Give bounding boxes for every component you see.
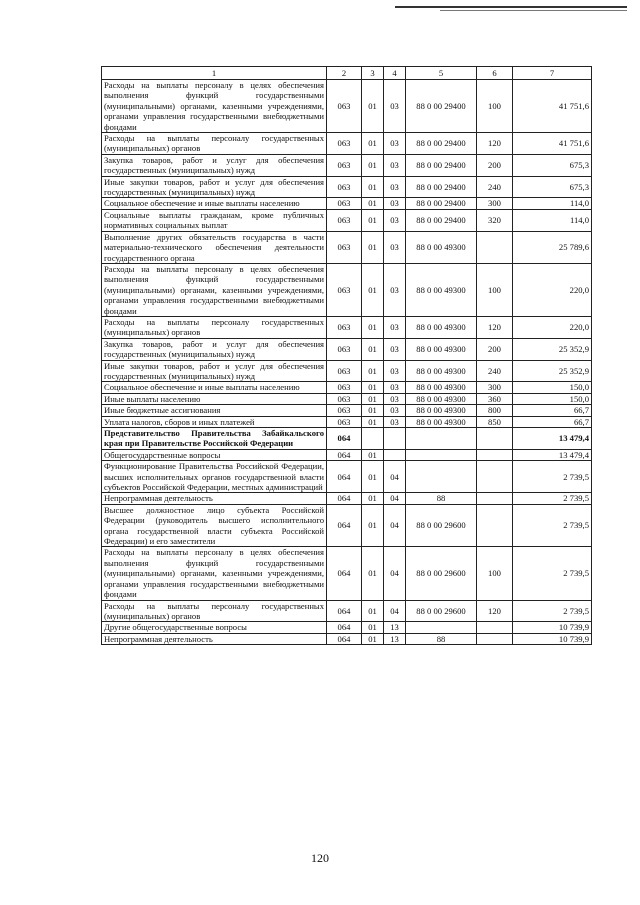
row-subsection-cell: 03	[384, 316, 406, 338]
row-ministry-code-cell: 063	[327, 393, 362, 404]
row-target-article-cell: 88 0 00 49300	[406, 382, 477, 393]
row-name-cell: Расходы на выплаты персоналу в целях обеспечения выполнения функций государственными (муниципальными) органами, казенными учреждениями, органами управления государственными внебюджетными фондами	[102, 263, 327, 316]
row-target-article-cell	[406, 449, 477, 460]
row-section-cell: 01	[362, 360, 384, 382]
row-subsection-cell: 04	[384, 504, 406, 547]
row-expense-type-cell: 320	[477, 209, 513, 231]
table-row	[102, 449, 592, 460]
row-amount-cell: 66,7	[513, 405, 592, 416]
row-section-cell: 01	[362, 133, 384, 155]
row-target-article-cell: 88 0 00 29400	[406, 80, 477, 133]
row-section-cell: 01	[362, 209, 384, 231]
row-amount-cell: 13 479,4	[513, 449, 592, 460]
row-section-cell: 01	[362, 382, 384, 393]
header-col-3: 3	[362, 67, 384, 80]
row-expense-type-cell: 120	[477, 133, 513, 155]
table-row	[102, 416, 592, 427]
row-section-cell: 01	[362, 493, 384, 504]
row-amount-cell: 114,0	[513, 209, 592, 231]
page-number: 120	[311, 851, 329, 865]
row-ministry-code-cell: 064	[327, 600, 362, 622]
row-name-cell: Закупка товаров, работ и услуг для обеспечения государственных (муниципальных) нужд	[102, 154, 327, 176]
row-subsection-cell: 03	[384, 176, 406, 198]
row-ministry-code-cell: 063	[327, 338, 362, 360]
row-subsection-cell: 03	[384, 231, 406, 263]
row-amount-cell: 41 751,6	[513, 133, 592, 155]
row-expense-type-cell: 800	[477, 405, 513, 416]
row-section-cell: 01	[362, 449, 384, 460]
row-subsection-cell: 03	[384, 154, 406, 176]
row-section-cell: 01	[362, 547, 384, 600]
row-expense-type-cell: 200	[477, 338, 513, 360]
row-amount-cell: 675,3	[513, 154, 592, 176]
row-target-article-cell: 88 0 00 29400	[406, 176, 477, 198]
row-subsection-cell: 03	[384, 80, 406, 133]
row-ministry-code-cell: 063	[327, 263, 362, 316]
row-name-cell: Функционирование Правительства Российской Федерации, высших исполнительных органов государственной власти субъектов Российской Федерации, местных администраций	[102, 461, 327, 493]
budget-table-body	[102, 67, 592, 645]
row-target-article-cell: 88 0 00 29600	[406, 547, 477, 600]
row-name-cell: Выполнение других обязательств государства в части материально-технического обеспечения деятельности государственного органа	[102, 231, 327, 263]
row-amount-cell: 150,0	[513, 393, 592, 404]
row-ministry-code-cell: 063	[327, 198, 362, 209]
table-row	[102, 198, 592, 209]
row-subsection-cell: 03	[384, 338, 406, 360]
row-target-article-cell: 88 0 00 49300	[406, 405, 477, 416]
table-row	[102, 382, 592, 393]
row-subsection-cell: 13	[384, 622, 406, 633]
row-section-cell: 01	[362, 416, 384, 427]
row-ministry-code-cell: 063	[327, 209, 362, 231]
row-amount-cell: 2 739,5	[513, 461, 592, 493]
row-ministry-code-cell: 064	[327, 622, 362, 633]
row-ministry-code-cell: 064	[327, 461, 362, 493]
row-amount-cell: 25 352,9	[513, 360, 592, 382]
row-subsection-cell	[384, 428, 406, 450]
row-amount-cell: 66,7	[513, 416, 592, 427]
table-row	[102, 493, 592, 504]
row-name-cell: Расходы на выплаты персоналу в целях обеспечения выполнения функций государственными (муниципальными) органами, казенными учреждениями, органами управления государственными внебюджетными фондами	[102, 80, 327, 133]
row-subsection-cell: 03	[384, 416, 406, 427]
row-ministry-code-cell: 063	[327, 360, 362, 382]
row-expense-type-cell	[477, 461, 513, 493]
row-target-article-cell: 88 0 00 49300	[406, 360, 477, 382]
row-section-cell: 01	[362, 633, 384, 644]
row-ministry-code-cell: 063	[327, 316, 362, 338]
row-expense-type-cell: 100	[477, 80, 513, 133]
row-name-cell: Высшее должностное лицо субъекта Российской Федерации (руководитель высшего исполнительного органа государственной власти субъекта Российской Федерации) и его заместители	[102, 504, 327, 547]
row-ministry-code-cell: 063	[327, 80, 362, 133]
row-amount-cell: 220,0	[513, 316, 592, 338]
table-row	[102, 461, 592, 493]
row-subsection-cell: 04	[384, 600, 406, 622]
row-amount-cell: 114,0	[513, 198, 592, 209]
table-row	[102, 428, 592, 450]
row-name-cell: Непрограммная деятельность	[102, 633, 327, 644]
row-target-article-cell: 88 0 00 29400	[406, 154, 477, 176]
table-row	[102, 316, 592, 338]
row-target-article-cell	[406, 428, 477, 450]
row-expense-type-cell	[477, 493, 513, 504]
row-target-article-cell: 88 0 00 29400	[406, 198, 477, 209]
header-col-5: 5	[406, 67, 477, 80]
row-name-cell: Социальное обеспечение и иные выплаты населению	[102, 198, 327, 209]
row-section-cell: 01	[362, 338, 384, 360]
budget-table	[101, 66, 592, 645]
row-name-cell: Представительство Правительства Забайкальского края при Правительстве Российской Федерации	[102, 428, 327, 450]
row-section-cell: 01	[362, 154, 384, 176]
table-row	[102, 338, 592, 360]
row-ministry-code-cell: 064	[327, 633, 362, 644]
row-ministry-code-cell: 064	[327, 504, 362, 547]
row-ministry-code-cell: 063	[327, 133, 362, 155]
row-expense-type-cell: 300	[477, 198, 513, 209]
row-amount-cell: 2 739,5	[513, 600, 592, 622]
row-expense-type-cell	[477, 449, 513, 460]
row-subsection-cell: 03	[384, 382, 406, 393]
table-row	[102, 547, 592, 600]
row-subsection-cell: 03	[384, 360, 406, 382]
row-target-article-cell: 88	[406, 633, 477, 644]
row-amount-cell: 25 352,9	[513, 338, 592, 360]
row-section-cell: 01	[362, 316, 384, 338]
row-expense-type-cell: 300	[477, 382, 513, 393]
row-amount-cell: 150,0	[513, 382, 592, 393]
row-subsection-cell: 04	[384, 547, 406, 600]
row-expense-type-cell: 200	[477, 154, 513, 176]
row-expense-type-cell: 100	[477, 547, 513, 600]
table-row	[102, 209, 592, 231]
row-target-article-cell: 88 0 00 49300	[406, 338, 477, 360]
row-target-article-cell	[406, 461, 477, 493]
table-row	[102, 504, 592, 547]
row-subsection-cell: 03	[384, 133, 406, 155]
row-name-cell: Иные выплаты населению	[102, 393, 327, 404]
row-target-article-cell: 88 0 00 29400	[406, 209, 477, 231]
row-amount-cell: 2 739,5	[513, 504, 592, 547]
row-name-cell: Другие общегосударственные вопросы	[102, 622, 327, 633]
row-name-cell: Иные закупки товаров, работ и услуг для обеспечения государственных (муниципальных) нужд	[102, 360, 327, 382]
header-col-1: 1	[102, 67, 327, 80]
row-section-cell: 01	[362, 622, 384, 633]
row-expense-type-cell: 850	[477, 416, 513, 427]
row-section-cell: 01	[362, 393, 384, 404]
row-amount-cell: 13 479,4	[513, 428, 592, 450]
row-name-cell: Непрограммная деятельность	[102, 493, 327, 504]
row-ministry-code-cell: 063	[327, 416, 362, 427]
row-target-article-cell: 88 0 00 49300	[406, 316, 477, 338]
row-section-cell: 01	[362, 198, 384, 209]
row-name-cell: Социальные выплаты гражданам, кроме публичных нормативных социальных выплат	[102, 209, 327, 231]
row-expense-type-cell	[477, 633, 513, 644]
row-expense-type-cell: 360	[477, 393, 513, 404]
row-ministry-code-cell: 064	[327, 428, 362, 450]
header-col-2: 2	[327, 67, 362, 80]
row-ministry-code-cell: 064	[327, 493, 362, 504]
row-target-article-cell: 88 0 00 29600	[406, 600, 477, 622]
row-amount-cell: 41 751,6	[513, 80, 592, 133]
row-subsection-cell: 03	[384, 263, 406, 316]
row-amount-cell: 2 739,5	[513, 493, 592, 504]
table-row	[102, 600, 592, 622]
row-ministry-code-cell: 063	[327, 176, 362, 198]
row-expense-type-cell: 120	[477, 600, 513, 622]
table-row	[102, 133, 592, 155]
row-ministry-code-cell: 063	[327, 382, 362, 393]
row-section-cell	[362, 428, 384, 450]
row-amount-cell: 25 789,6	[513, 231, 592, 263]
row-amount-cell: 220,0	[513, 263, 592, 316]
table-row	[102, 360, 592, 382]
table-row	[102, 622, 592, 633]
row-ministry-code-cell: 063	[327, 405, 362, 416]
row-target-article-cell: 88 0 00 49300	[406, 263, 477, 316]
row-target-article-cell: 88 0 00 49300	[406, 231, 477, 263]
row-expense-type-cell	[477, 504, 513, 547]
row-amount-cell: 2 739,5	[513, 547, 592, 600]
row-ministry-code-cell: 063	[327, 231, 362, 263]
row-expense-type-cell: 100	[477, 263, 513, 316]
row-subsection-cell: 04	[384, 493, 406, 504]
row-name-cell: Общегосударственные вопросы	[102, 449, 327, 460]
row-name-cell: Расходы на выплаты персоналу государственных (муниципальных) органов	[102, 316, 327, 338]
row-name-cell: Расходы на выплаты персоналу государственных (муниципальных) органов	[102, 133, 327, 155]
row-expense-type-cell: 240	[477, 360, 513, 382]
row-subsection-cell: 03	[384, 405, 406, 416]
row-name-cell: Закупка товаров, работ и услуг для обеспечения государственных (муниципальных) нужд	[102, 338, 327, 360]
row-expense-type-cell	[477, 231, 513, 263]
table-row	[102, 633, 592, 644]
top-rule	[395, 6, 627, 8]
row-target-article-cell: 88 0 00 49300	[406, 393, 477, 404]
table-row	[102, 263, 592, 316]
row-name-cell: Социальное обеспечение и иные выплаты населению	[102, 382, 327, 393]
table-header-row	[102, 67, 592, 80]
table-row	[102, 231, 592, 263]
header-col-6: 6	[477, 67, 513, 80]
row-subsection-cell: 03	[384, 198, 406, 209]
row-subsection-cell: 04	[384, 461, 406, 493]
row-amount-cell: 10 739,9	[513, 633, 592, 644]
row-section-cell: 01	[362, 231, 384, 263]
row-ministry-code-cell: 064	[327, 547, 362, 600]
table-row	[102, 80, 592, 133]
row-name-cell: Иные закупки товаров, работ и услуг для обеспечения государственных (муниципальных) нужд	[102, 176, 327, 198]
row-ministry-code-cell: 064	[327, 449, 362, 460]
table-row	[102, 154, 592, 176]
row-amount-cell: 10 739,9	[513, 622, 592, 633]
row-subsection-cell: 03	[384, 393, 406, 404]
row-section-cell: 01	[362, 405, 384, 416]
row-section-cell: 01	[362, 263, 384, 316]
row-name-cell: Расходы на выплаты персоналу государственных (муниципальных) органов	[102, 600, 327, 622]
row-subsection-cell: 13	[384, 633, 406, 644]
row-expense-type-cell	[477, 622, 513, 633]
row-subsection-cell: 03	[384, 209, 406, 231]
header-col-7: 7	[513, 67, 592, 80]
row-section-cell: 01	[362, 504, 384, 547]
header-col-4: 4	[384, 67, 406, 80]
table-row	[102, 393, 592, 404]
row-section-cell: 01	[362, 600, 384, 622]
row-expense-type-cell: 240	[477, 176, 513, 198]
row-target-article-cell: 88 0 00 49300	[406, 416, 477, 427]
row-name-cell: Расходы на выплаты персоналу в целях обеспечения выполнения функций государственными (муниципальными) органами, казенными учреждениями, органами управления государственными внебюджетными фондами	[102, 547, 327, 600]
table-row	[102, 405, 592, 416]
row-name-cell: Иные бюджетные ассигнования	[102, 405, 327, 416]
row-section-cell: 01	[362, 80, 384, 133]
row-expense-type-cell: 120	[477, 316, 513, 338]
row-amount-cell: 675,3	[513, 176, 592, 198]
row-section-cell: 01	[362, 176, 384, 198]
row-expense-type-cell	[477, 428, 513, 450]
row-target-article-cell: 88 0 00 29400	[406, 133, 477, 155]
row-target-article-cell: 88 0 00 29600	[406, 504, 477, 547]
row-name-cell: Уплата налогов, сборов и иных платежей	[102, 416, 327, 427]
row-subsection-cell	[384, 449, 406, 460]
row-target-article-cell: 88	[406, 493, 477, 504]
table-row	[102, 176, 592, 198]
row-target-article-cell	[406, 622, 477, 633]
row-ministry-code-cell: 063	[327, 154, 362, 176]
top-rule-thin	[440, 10, 627, 11]
row-section-cell: 01	[362, 461, 384, 493]
